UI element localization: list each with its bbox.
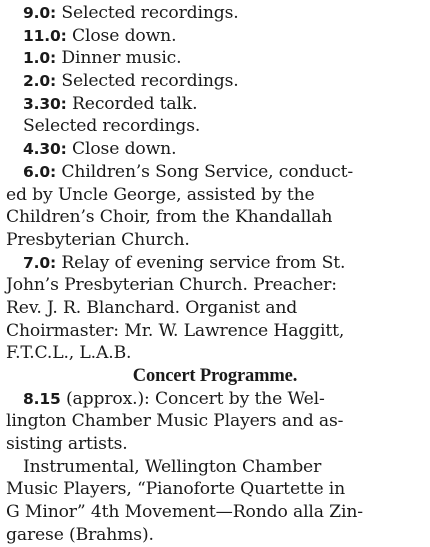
instrumental-line xyxy=(6,478,424,501)
entry-text: Close down. xyxy=(66,25,177,46)
schedule-entry xyxy=(6,25,424,48)
time-label: 4.30: xyxy=(23,140,67,159)
entry-text: Dinner music. xyxy=(56,48,182,69)
time-label: 1.0: xyxy=(23,49,57,68)
concert-heading: Concert Programme. xyxy=(132,366,298,386)
schedule-entry xyxy=(6,115,424,138)
evening-service-line xyxy=(6,297,424,320)
evening-service-line xyxy=(6,274,424,297)
schedule-entry xyxy=(6,70,424,93)
evening-service-line xyxy=(6,320,424,343)
concert-line xyxy=(6,410,424,433)
entry-text: ed by Uncle George, assisted by the xyxy=(6,184,315,205)
entry-text: John’s Presbyterian Church. Preacher: xyxy=(6,275,337,296)
entry-text: Selected recordings. xyxy=(23,116,201,137)
entry-text: F.T.C.L., L.A.B. xyxy=(6,343,132,364)
children-service-line xyxy=(6,161,424,184)
schedule-entry xyxy=(6,2,424,25)
time-label: 3.30: xyxy=(23,94,67,113)
concert-line xyxy=(6,433,424,456)
time-label: 2.0: xyxy=(23,72,57,91)
entry-text: Children’s Choir, from the Khandallah xyxy=(6,207,333,228)
entry-text: Rev. J. R. Blanchard. Organist and xyxy=(6,297,298,318)
entry-text: Instrumental, Wellington Chamber xyxy=(23,456,322,477)
entry-text: garese (Brahms). xyxy=(6,524,154,545)
instrumental-line xyxy=(6,524,424,547)
instrumental-line xyxy=(6,501,424,524)
time-label: 8.15 xyxy=(23,389,61,408)
schedule-entry xyxy=(6,47,424,70)
entry-text: Concert by the Wel- xyxy=(149,388,325,409)
entry-text: lington Chamber Music Players and as- xyxy=(6,411,344,432)
children-service-line xyxy=(6,184,424,207)
entry-text: Relay of evening service from St. xyxy=(61,252,346,273)
entry-text: sisting artists. xyxy=(6,434,128,455)
children-service-line xyxy=(6,229,424,252)
entry-text: Selected recordings. xyxy=(56,71,239,92)
time-label: 11.0: xyxy=(23,26,67,45)
instrumental-line xyxy=(6,456,424,479)
schedule-entry xyxy=(6,138,424,161)
entry-text: Children’s Song Service, conduct- xyxy=(61,161,354,182)
entry-text: Music Players, “Pianoforte Quartette in xyxy=(6,479,346,500)
children-service-line xyxy=(6,206,424,229)
time-label: 6.0: xyxy=(23,162,57,181)
entry-text: G Minor” 4th Movement—Rondo alla Zin- xyxy=(6,502,363,523)
entry-text: Selected recordings. xyxy=(56,3,239,23)
entry-text: Presbyterian Church. xyxy=(6,229,190,250)
entry-text: Close down. xyxy=(66,139,177,160)
evening-service-line xyxy=(6,252,424,275)
schedule-entry xyxy=(6,93,424,116)
entry-text: Choirmaster: Mr. W. Lawrence Haggitt, xyxy=(6,320,345,341)
concert-line xyxy=(6,388,424,411)
entry-text: Recorded talk. xyxy=(66,93,198,114)
approx-label: (approx.): xyxy=(60,388,150,409)
radio-programme-listing xyxy=(6,2,424,547)
time-label: 9.0: xyxy=(23,4,57,22)
evening-service-line xyxy=(6,342,424,365)
time-label: 7.0: xyxy=(23,253,57,272)
